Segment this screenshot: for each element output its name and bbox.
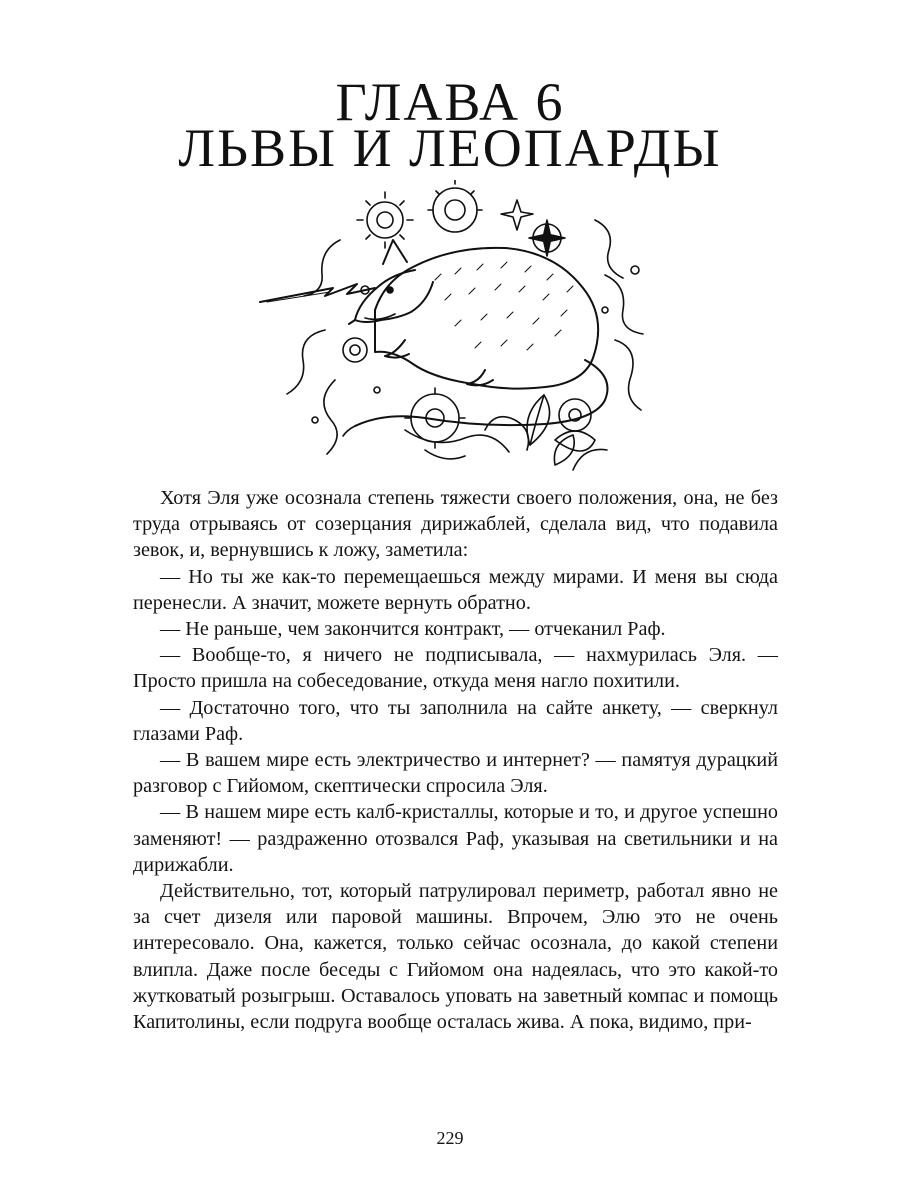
- lightning-icon: [260, 284, 375, 302]
- leaf-icon: [527, 395, 550, 445]
- rat-illustration: [255, 180, 665, 480]
- paragraph: — Достаточно того, что ты заполнила на сайте анкету, — сверкнул глазами Раф.: [133, 696, 778, 745]
- paragraph: — Вообще-то, я ничего не подписывала, — нахмурилась Эля. — Просто пришла на собеседование, откуда меня нагло похитили.: [133, 644, 778, 693]
- rat-body: [375, 248, 598, 389]
- paragraph: — Но ты же как-то перемещаешься между мирами. И меня вы сюда перенесли. А значит, можете вернуть обратно.: [133, 565, 778, 614]
- gear-icon: [367, 202, 403, 238]
- chapter-text: [133, 485, 778, 1035]
- paragraph: Хотя Эля уже осознала степень тяжести своего положения, она, не без труда отрываясь от созерцания дирижаблей, сделала вид, что подавила зевок, и, вернувшись к ложу, заметила:: [133, 487, 778, 562]
- chapter-number: ГЛАВА 6: [335, 72, 565, 132]
- chapter-title: ЛЬВЫ И ЛЕОПАРДЫ: [178, 118, 722, 178]
- paragraph: — Не раньше, чем закончится контракт, — отчеканил Раф.: [160, 618, 666, 641]
- gear-icon: [433, 188, 477, 232]
- paragraph: — В вашем мире есть электричество и интернет? — памятуя дурацкий разговор с Гийомом, скептически спросила Эля.: [133, 749, 778, 798]
- page-number: 229: [436, 1128, 464, 1148]
- paragraph: — В нашем мире есть калб-кристаллы, которые и то, и другое успешно заменяют! — раздраженно отозвался Раф, указывая на светильники и на дирижабли.: [133, 801, 778, 876]
- paragraph: Действительно, тот, который патрулировал периметр, работал явно не за счет дизеля или паровой машины. Впрочем, Элю это не очень интересовало. Она, кажется, только сейчас осознала, до какой степени влипла. Даже после беседы с Гийомом она надеялась, что это какой-то жутковатый розыгрыш. Оставалось уповать на заветный компас и помощь Капитолины, если подруга вообще осталась жива. А пока, видимо, при-: [133, 880, 778, 1034]
- rat-eye: [387, 287, 393, 293]
- star-icon: [501, 200, 533, 230]
